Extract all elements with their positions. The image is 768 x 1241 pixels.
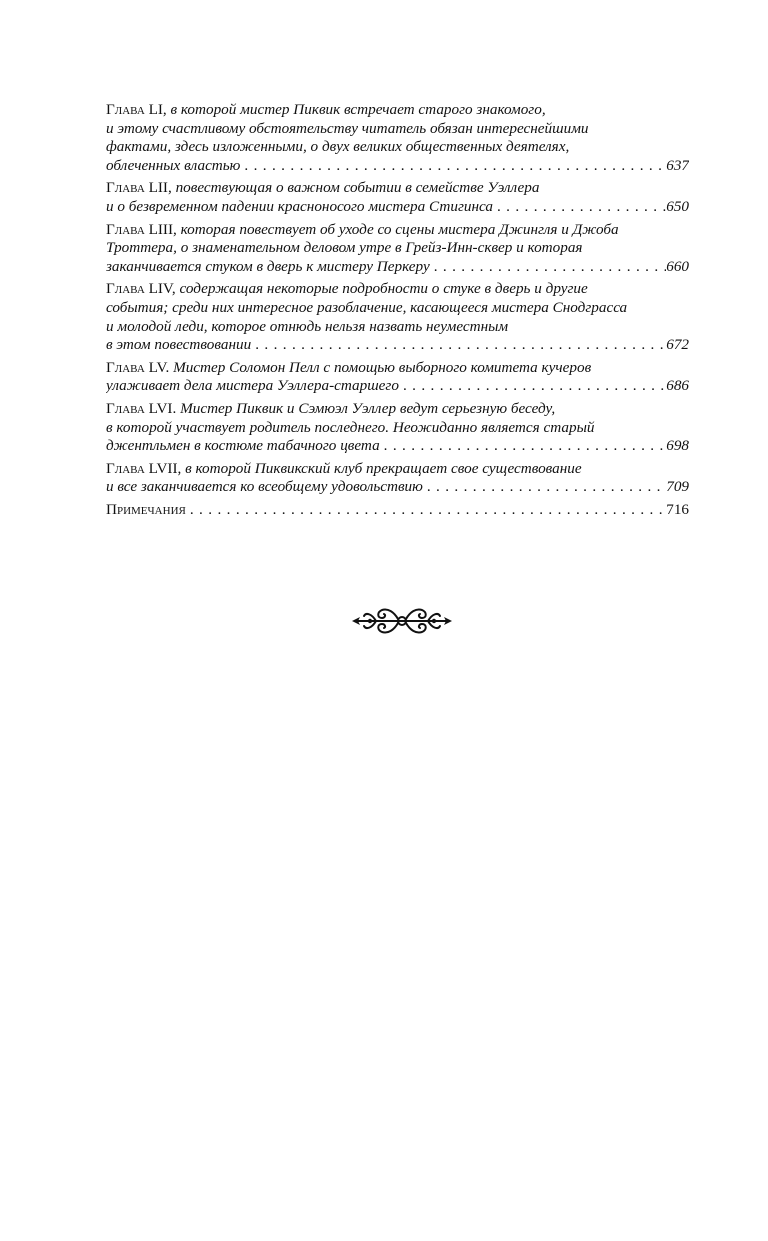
chapter-numeral: LII <box>148 179 168 197</box>
chapter-description-last-line: и о безвременном падении красноносого мистера Стигинса <box>106 197 493 215</box>
chapter-description-last-line: улаживает дела мистера Уэллера-старшего <box>106 377 399 395</box>
chapter-description-last-line: джентльмен в костюме табачного цвета <box>106 437 380 455</box>
dot-leader <box>493 198 666 217</box>
chapter-description-line: Мистер Соломон Пелл с помощью выборного комитета кучеров <box>173 358 592 376</box>
chapter-numeral: LV <box>148 358 166 376</box>
page-number: 709 <box>666 478 689 496</box>
chapter-description-line: содержащая некоторые подробности о стуке в дверь и другие <box>179 280 588 298</box>
chapter-description-last-line: заканчивается стуком в дверь к мистеру Перкеру <box>106 257 430 275</box>
dot-leader <box>399 377 666 396</box>
dot-leader <box>430 258 667 277</box>
chapter-label: Глава <box>106 220 145 238</box>
chapter-numeral: LIII <box>148 220 174 238</box>
chapter-label: Глава <box>106 358 145 376</box>
page-number: 672 <box>666 336 689 354</box>
chapter-label: Глава <box>106 280 145 298</box>
chapter-description-line: в которой участвует родитель последнего. Неожиданно является старый <box>106 418 595 436</box>
toc-entry-chapter-53[interactable]: Глава LIII, которая повествует об уходе со сцены мистера Джингля и Джоба Троттера, о знаменательном деловом утре в Грейз-Инн-сквер и которая заканчивается стуком в дверь к мистеру Перкеру . . . 660 <box>106 221 689 277</box>
toc-entry-chapter-51[interactable]: Глава LI, в которой мистер Пиквик встречает старого знакомого, и этому счастливому обстоятельству читатель обязан интереснейшими фактами, здесь изложенными, о двух великих общественных деятелях, облеченных властью . . . 637 <box>106 101 689 175</box>
chapter-label: Глава <box>106 179 145 197</box>
chapter-numeral: LVI <box>148 399 173 417</box>
chapter-description-line: и этому счастливому обстоятельству читатель обязан интереснейшими <box>106 119 589 137</box>
notes-label: Примечания <box>106 500 186 518</box>
toc-entry-chapter-52[interactable]: Глава LII, повествующая о важном событии в семействе Уэллера и о безвременном падении красноносого мистера Стигинса . . . 650 <box>106 179 689 216</box>
page-number: 637 <box>666 156 689 174</box>
page-number: 716 <box>666 500 689 518</box>
toc-entry-notes[interactable] <box>106 501 689 520</box>
chapter-description-last-line: и все заканчивается ко всеобщему удовольствию <box>106 478 423 496</box>
chapter-description-line: Троттера, о знаменательном деловом утре в Грейз-Инн-сквер и которая <box>106 239 583 257</box>
chapter-description-line: в которой Пиквикский клуб прекращает свое существование <box>185 459 582 477</box>
page-number: 650 <box>666 197 689 215</box>
flourish-ornament-icon <box>350 600 454 640</box>
dot-leader <box>186 501 666 520</box>
chapter-description-line: повествующая о важном событии в семействе Уэллера <box>175 179 540 197</box>
chapter-label: Глава <box>106 101 145 118</box>
chapter-description-line: Мистер Пиквик и Сэмюэл Уэллер ведут серьезную беседу, <box>180 399 556 417</box>
chapter-description-line: фактами, здесь изложенными, о двух великих общественных деятелях, <box>106 138 570 156</box>
dot-leader <box>380 437 667 456</box>
dot-leader <box>240 157 666 176</box>
chapter-description-line: которая повествует об уходе со сцены мистера Джингля и Джоба <box>180 220 619 238</box>
chapter-description-line: в которой мистер Пиквик встречает старого знакомого, <box>170 101 546 118</box>
chapter-numeral: LVII <box>148 459 178 477</box>
table-of-contents <box>106 101 689 523</box>
chapter-label: Глава <box>106 399 145 417</box>
page-number: 698 <box>666 437 689 455</box>
chapter-description-line: события; среди них интересное разоблачение, касающееся мистера Снодграсса <box>106 298 628 316</box>
chapter-numeral: LI <box>148 101 163 118</box>
chapter-description-last-line: в этом повествовании <box>106 336 252 354</box>
chapter-description-last-line: облеченных властью <box>106 156 241 174</box>
page-number: 660 <box>666 257 689 275</box>
page-number: 686 <box>666 377 689 395</box>
chapter-numeral: LIV <box>148 280 172 298</box>
toc-entry-chapter-55[interactable]: Глава LV. Мистер Соломон Пелл с помощью выборного комитета кучеров улаживает дела мистера Уэллера-старшего . . . 686 <box>106 359 689 396</box>
dot-leader <box>423 478 666 497</box>
chapter-label: Глава <box>106 459 145 477</box>
dot-leader <box>251 336 666 355</box>
toc-entry-chapter-56[interactable]: Глава LVI. Мистер Пиквик и Сэмюэл Уэллер ведут серьезную беседу, в которой участвует родитель последнего. Неожиданно является старый джентльмен в костюме табачного цвета . . . 698 <box>106 400 689 456</box>
toc-entry-chapter-57[interactable]: Глава LVII, в которой Пиквикский клуб прекращает свое существование и все заканчивается ко всеобщему удовольствию . . . 709 <box>106 460 689 497</box>
chapter-description-line: и молодой леди, которое отнюдь нельзя назвать неуместным <box>106 317 509 335</box>
toc-entry-chapter-54[interactable]: Глава LIV, содержащая некоторые подробности о стуке в дверь и другие события; среди них интересное разоблачение, касающееся мистера Снодграсса и молодой леди, которое отнюдь нельзя назвать неуместным в этом повествовании . . . 672 <box>106 280 689 354</box>
